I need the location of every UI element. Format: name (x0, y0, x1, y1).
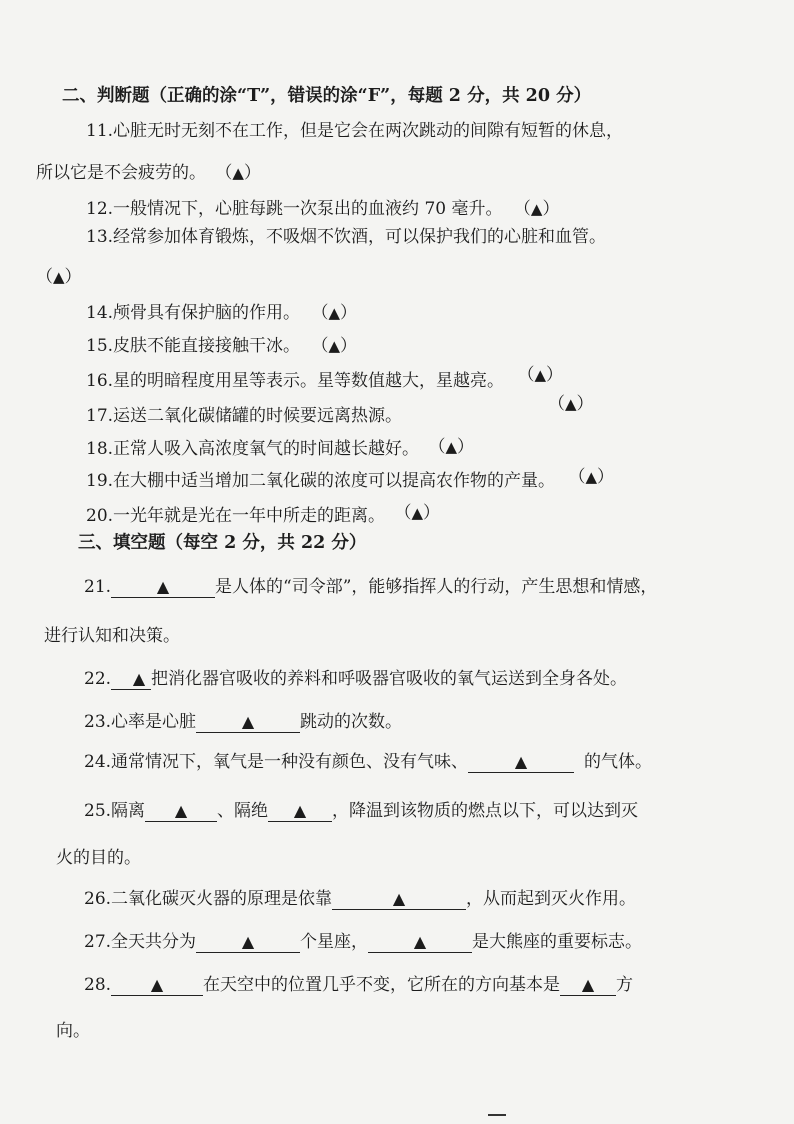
answer-mark-17: （▲） (548, 394, 594, 414)
fill-blank-27a[interactable]: ▲ (196, 932, 300, 953)
answer-mark-15: （▲） (311, 336, 357, 356)
judge-item-12: 12.一般情况下，心脏每跳一次泵出的血液约 70 毫升。 （▲） (86, 199, 560, 219)
fill-item-21-cont: 进行认知和决策。 (44, 626, 180, 646)
answer-mark-20: （▲） (394, 503, 440, 523)
fill-item-25: 25.隔离 ▲ 、隔绝 ▲ ，降温到该物质的燃点以下，可以达到灭 (84, 801, 639, 821)
fill-blank-25a[interactable]: ▲ (145, 801, 217, 822)
answer-mark-16: （▲） (517, 365, 563, 385)
judge-item-11: 11.心脏无时无刻不在工作，但是它会在两次跳动的间隙有短暂的休息， (86, 121, 624, 141)
fill-item-26: 26.二氧化碳灭火器的原理是依靠 ▲ ，从而起到灭火作用。 (84, 889, 637, 909)
fill-item-28-cont: 向。 (56, 1021, 90, 1041)
fill-item-23: 23.心率是心脏 ▲ 跳动的次数。 (84, 712, 403, 732)
fill-item-25-cont: 火的目的。 (56, 848, 141, 868)
fill-item-24: 24.通常情况下，氧气是一种没有颜色、没有气味、 ▲ 的气体。 (84, 752, 653, 772)
judge-item-11-cont: 所以它是不会疲劳的。 （▲） (36, 163, 261, 183)
answer-mark-19: （▲） (568, 467, 614, 487)
judge-item-14: 14.颅骨具有保护脑的作用。 （▲） (86, 303, 357, 323)
fill-blank-21[interactable]: ▲ (111, 577, 215, 598)
fill-blank-28a[interactable]: ▲ (111, 975, 203, 996)
judge-item-13: 13.经常参加体育锻炼，不吸烟不饮酒，可以保护我们的心脏和血管。 (86, 227, 607, 247)
fill-blank-27b[interactable]: ▲ (368, 932, 472, 953)
judge-item-19: 19.在大棚中适当增加二氧化碳的浓度可以提高农作物的产量。 （▲） (86, 467, 614, 491)
answer-mark-18: （▲） (428, 437, 474, 457)
fill-blank-24[interactable]: ▲ (468, 752, 574, 773)
answer-mark-11: （▲） (215, 163, 261, 183)
fill-blank-22[interactable]: ▲ (111, 669, 151, 690)
section2-title: 二、判断题（正确的涂“T”，错误的涂“F”，每题 2 分，共 20 分） (62, 86, 592, 106)
fill-item-22: 22. ▲ 把消化器官吸收的养料和呼吸器官吸收的氧气运送到全身各处。 (84, 669, 628, 689)
fill-blank-28b[interactable]: ▲ (560, 975, 616, 996)
judge-item-18: 18.正常人吸入高浓度氧气的时间越长越好。 （▲） (86, 437, 474, 459)
judge-item-16: 16.星的明暗程度用星等表示。星等数值越大，星越亮。 （▲） (86, 365, 563, 391)
judge-item-15: 15.皮肤不能直接接触干冰。 （▲） (86, 336, 357, 356)
answer-mark-14: （▲） (311, 303, 357, 323)
fill-blank-25b[interactable]: ▲ (268, 801, 332, 822)
fill-item-27: 27.全天共分为 ▲ 个星座， ▲ 是大熊座的重要标志。 (84, 932, 643, 952)
fill-blank-26[interactable]: ▲ (332, 889, 466, 910)
judge-item-20: 20.一光年就是光在一年中所走的距离。 （▲） (86, 503, 440, 526)
page-footer-dash (488, 1114, 506, 1116)
fill-blank-23[interactable]: ▲ (196, 712, 300, 733)
fill-item-21: 21. ▲ 是人体的“司令部”，能够指挥人的行动，产生思想和情感， (84, 577, 658, 597)
fill-item-28: 28. ▲ 在天空中的位置几乎不变，它所在的方向基本是 ▲ 方 (84, 975, 634, 995)
answer-mark-12: （▲） (513, 199, 560, 219)
judge-item-17: 17.运送二氧化碳储罐的时候要远离热源。 (86, 406, 403, 426)
section3-title: 三、填空题（每空 2 分，共 22 分） (78, 533, 367, 553)
answer-mark-13: （▲） (36, 267, 82, 287)
